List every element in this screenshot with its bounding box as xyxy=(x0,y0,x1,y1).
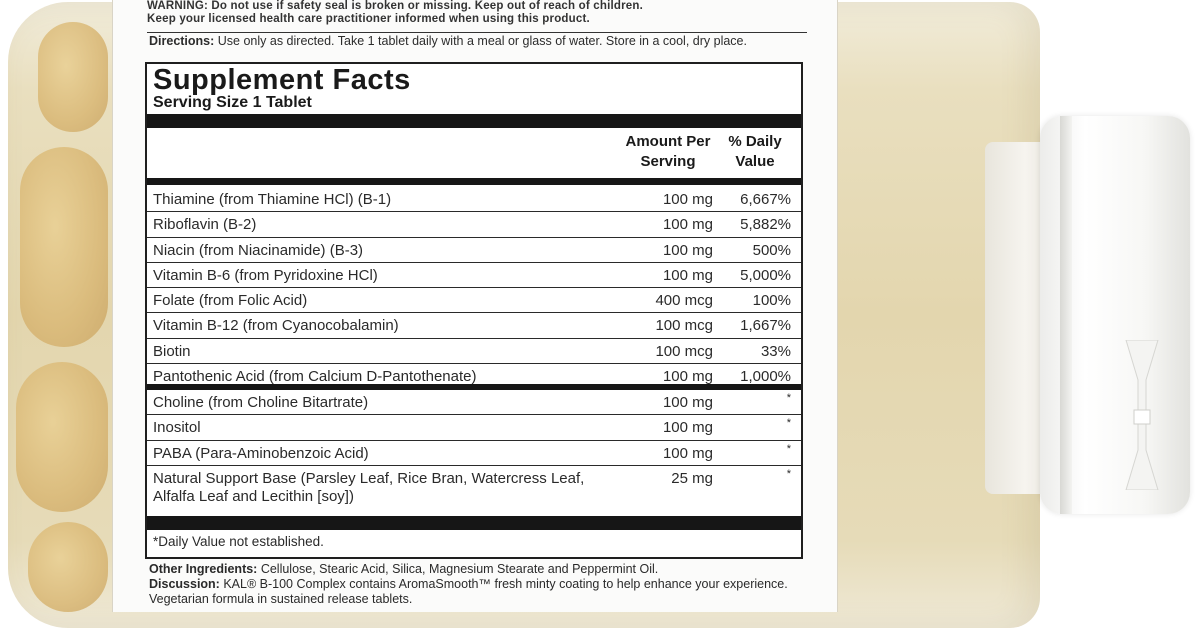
tablet xyxy=(20,147,108,347)
nutrient-amount: 100 mg xyxy=(662,216,713,234)
nutrient-row xyxy=(147,238,801,263)
nutrient-row xyxy=(147,288,801,313)
nutrient-row xyxy=(147,339,801,364)
nutrient-amount: 100 mcg xyxy=(655,342,713,360)
nutrient-amount: 100 mg xyxy=(662,368,713,386)
directions-text: Directions: Use only as directed. Take 1 tablet daily with a meal or glass of water. Store in a cool, dry place. xyxy=(149,34,747,48)
nutrient-amount: 100 mg xyxy=(662,191,713,208)
nutrient-name: Riboflavin (B-2) xyxy=(153,216,257,234)
tablet xyxy=(38,22,108,132)
nutrient-name: Vitamin B-6 (from Pyridoxine HCl) xyxy=(153,266,378,284)
other-ingredients-label: Other Ingredients: xyxy=(149,562,258,576)
nutrient-name: Thiamine (from Thiamine HCl) (B-1) xyxy=(153,191,392,208)
divider-bar xyxy=(147,178,801,185)
divider-bar xyxy=(147,114,801,128)
tamper-seal-icon xyxy=(1120,340,1164,490)
nutrient-table xyxy=(147,187,801,506)
warning-text: WARNING: Do not use if safety seal is broken or missing. Keep out of reach of children. Keep your licensed health care practitioner informed when using this product. xyxy=(147,0,807,33)
nutrient-dv: 6,667% xyxy=(740,191,791,208)
discussion-label: Discussion: xyxy=(149,577,220,591)
daily-value-header: % Daily Value xyxy=(728,133,782,170)
nutrient-row xyxy=(147,212,801,237)
product-label xyxy=(112,0,838,612)
nutrient-name: Vitamin B-12 (from Cyanocobalamin) xyxy=(153,317,399,335)
directions-label: Directions: xyxy=(149,34,215,48)
nutrient-row xyxy=(147,466,801,506)
tablet xyxy=(28,522,108,612)
footnote: *Daily Value not established. xyxy=(153,534,324,549)
nutrient-name: Niacin (from Niacinamide) (B-3) xyxy=(153,241,364,259)
serving-size: Serving Size 1 Tablet xyxy=(153,94,312,111)
nutrient-row xyxy=(147,441,801,466)
nutrient-dv: * xyxy=(786,442,791,455)
nutrient-amount: 100 mg xyxy=(662,394,713,412)
nutrient-amount: 25 mg xyxy=(671,469,713,487)
nutrient-dv: 5,882% xyxy=(740,216,791,234)
nutrient-amount: 100 mg xyxy=(662,419,713,437)
nutrient-amount: 100 mg xyxy=(662,444,713,462)
nutrient-dv: 100% xyxy=(752,292,791,310)
nutrient-amount: 400 mcg xyxy=(655,292,713,310)
nutrient-dv: 33% xyxy=(760,342,791,360)
nutrient-dv: * xyxy=(786,392,791,405)
nutrient-row xyxy=(147,313,801,338)
nutrient-dv: 500% xyxy=(752,241,791,259)
nutrient-row xyxy=(147,263,801,288)
nutrient-dv: * xyxy=(786,467,791,480)
nutrient-name: Choline (from Choline Bitartrate) xyxy=(153,394,369,412)
amount-header: Amount Per Serving xyxy=(625,133,711,170)
supplement-facts-panel xyxy=(145,62,803,559)
divider-bar xyxy=(147,516,801,530)
nutrient-amount: 100 mg xyxy=(662,241,713,259)
nutrient-row xyxy=(147,390,801,415)
nutrient-dv: * xyxy=(786,417,791,430)
nutrient-name: PABA (Para-Aminobenzoic Acid) xyxy=(153,444,369,462)
nutrient-name: Natural Support Base (Parsley Leaf, Rice Bran, Watercress Leaf, Alfalfa Leaf and Lecithin [soy]) xyxy=(153,469,585,505)
nutrient-amount: 100 mcg xyxy=(655,317,713,335)
facts-title: Supplement Facts xyxy=(153,64,411,96)
nutrient-row xyxy=(147,364,801,390)
tablet xyxy=(16,362,108,512)
cap-band xyxy=(1060,116,1072,514)
nutrient-row xyxy=(147,187,801,212)
nutrient-amount: 100 mg xyxy=(662,266,713,284)
nutrient-name: Inositol xyxy=(153,419,201,437)
nutrient-name: Biotin xyxy=(153,342,191,360)
nutrient-dv: 1,667% xyxy=(740,317,791,335)
nutrient-dv: 5,000% xyxy=(740,266,791,284)
other-ingredients: Other Ingredients: Cellulose, Stearic Acid, Silica, Magnesium Stearate and Peppermint Oil. Discussion: KAL® B-100 Complex contains AromaSmooth™ fresh minty coating to help enhance your experience. Vegetarian formula in sustained release tablets. xyxy=(149,562,788,606)
nutrient-dv: 1,000% xyxy=(740,368,791,386)
nutrient-row xyxy=(147,415,801,440)
nutrient-name: Folate (from Folic Acid) xyxy=(153,292,308,310)
nutrient-name: Pantothenic Acid (from Calcium D-Pantothenate) xyxy=(153,368,477,386)
